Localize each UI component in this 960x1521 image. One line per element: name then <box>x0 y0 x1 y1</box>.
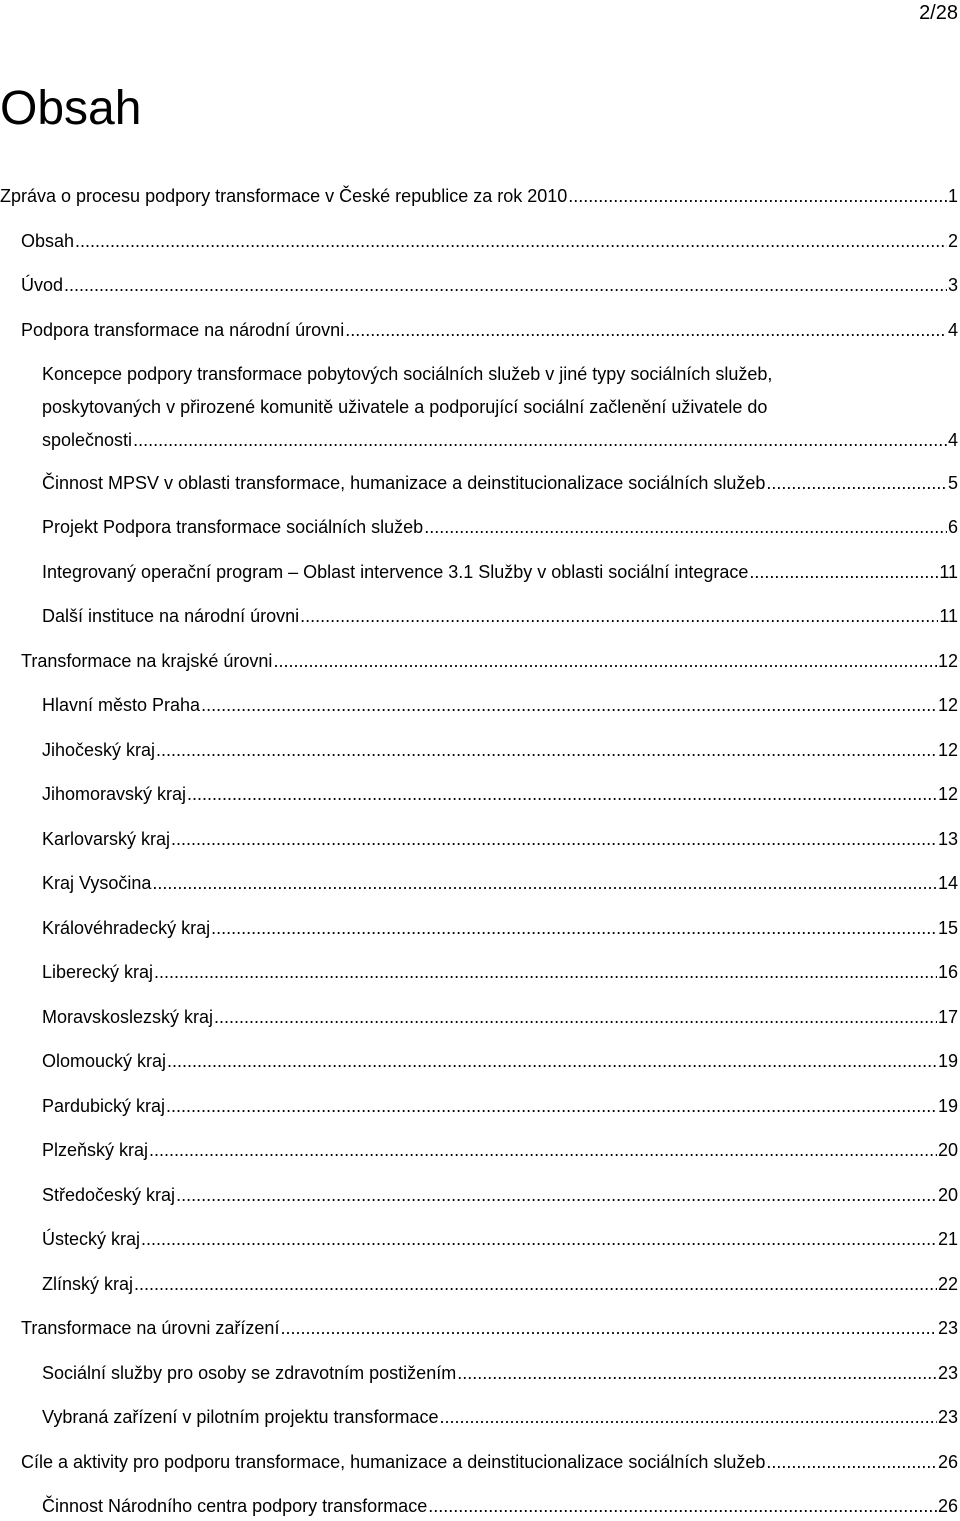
toc-leader-dots <box>211 917 937 939</box>
toc-leader-dots <box>156 739 937 761</box>
toc-entry-title: Obsah <box>21 231 75 251</box>
toc-entry-title: Další instituce na národní úrovni <box>42 606 300 626</box>
page-title: Obsah <box>0 82 142 135</box>
toc-entry-title: Jihomoravský kraj <box>42 784 187 804</box>
toc-entry-title: Projekt Podpora transformace sociálních služeb <box>42 517 424 537</box>
toc-entry-page: 23 <box>937 1363 958 1383</box>
toc-entry[interactable] <box>42 739 958 761</box>
toc-leader-dots <box>766 472 947 494</box>
toc-entry-page: 21 <box>937 1229 958 1249</box>
toc-leader-dots <box>166 1095 937 1117</box>
toc-leader-dots <box>766 1451 937 1473</box>
toc-entry[interactable] <box>42 828 958 850</box>
toc-leader-dots <box>345 319 947 341</box>
toc-entry-page: 17 <box>937 1007 958 1027</box>
toc-entry-page: 12 <box>937 651 958 671</box>
toc-entry-page: 12 <box>937 784 958 804</box>
page-number: 2/28 <box>919 2 958 24</box>
toc-entry[interactable] <box>21 1451 958 1473</box>
toc-entry-title: Transformace na úrovni zařízení <box>21 1318 280 1338</box>
toc-entry-title: Činnost MPSV v oblasti transformace, humanizace a deinstitucionalizace sociálních služeb <box>42 473 766 493</box>
toc-entry-page: 20 <box>937 1140 958 1160</box>
toc-entry[interactable] <box>21 319 958 341</box>
toc-entry-page: 19 <box>937 1051 958 1071</box>
toc-entry[interactable] <box>21 650 958 672</box>
toc-entry[interactable] <box>0 185 958 207</box>
toc-entry[interactable] <box>42 605 958 627</box>
toc-leader-dots <box>457 1362 937 1384</box>
toc-entry-title-line: Koncepce podpory transformace pobytových sociálních služeb v jiné typy sociálních služeb, <box>42 364 773 384</box>
toc-leader-dots <box>176 1184 937 1206</box>
toc-entry-page: 23 <box>937 1318 958 1338</box>
toc-leader-dots <box>141 1228 937 1250</box>
toc-entry-page: 5 <box>947 473 958 493</box>
toc-entry-page: 6 <box>947 517 958 537</box>
toc-entry-page: 11 <box>939 606 958 626</box>
toc-entry-title: Pardubický kraj <box>42 1096 166 1116</box>
toc-entry[interactable] <box>42 1495 958 1517</box>
toc-leader-dots <box>171 828 937 850</box>
toc-entry-page: 26 <box>937 1496 958 1516</box>
toc-entry-page: 4 <box>947 430 958 450</box>
toc-entry[interactable] <box>42 1362 958 1384</box>
toc-entry-page: 11 <box>939 562 958 582</box>
toc-entry-title: Zlínský kraj <box>42 1274 134 1294</box>
toc-leader-dots <box>133 429 947 451</box>
toc-entry-multiline[interactable] <box>42 363 958 451</box>
toc-entry[interactable] <box>42 694 958 716</box>
toc-entry-title: Úvod <box>21 275 64 295</box>
toc-entry[interactable] <box>42 961 958 983</box>
toc-entry-title: Jihočeský kraj <box>42 740 156 760</box>
toc-leader-dots <box>149 1139 937 1161</box>
toc-entry-title: Transformace na krajské úrovni <box>21 651 273 671</box>
toc-entry[interactable] <box>21 1317 958 1339</box>
toc-entry-title: Činnost Národního centra podpory transformace <box>42 1496 428 1516</box>
toc-entry-page: 19 <box>937 1096 958 1116</box>
toc-entry[interactable] <box>42 917 958 939</box>
toc-entry-title: Kraj Vysočina <box>42 873 152 893</box>
toc-leader-dots <box>152 872 937 894</box>
toc-leader-dots <box>167 1050 937 1072</box>
toc-entry[interactable] <box>21 274 958 296</box>
toc-entry[interactable] <box>42 1184 958 1206</box>
toc-entry[interactable] <box>42 1406 958 1428</box>
toc-entry-title: Cíle a aktivity pro podporu transformace, humanizace a deinstitucionalizace sociálních služeb <box>21 1452 766 1472</box>
toc-entry[interactable] <box>42 1228 958 1250</box>
toc-entry[interactable] <box>42 561 958 583</box>
toc-entry-title-line: poskytovaných v přirozené komunitě uživatele a podporující sociální začlenění uživatele do <box>42 397 768 417</box>
toc-entry[interactable] <box>21 230 958 252</box>
toc-entry-title: Středočeský kraj <box>42 1185 176 1205</box>
toc-entry-page: 14 <box>937 873 958 893</box>
toc-entry-title: Královéhradecký kraj <box>42 918 211 938</box>
toc-entry-page: 26 <box>937 1452 958 1472</box>
toc-entry-title: Vybraná zařízení v pilotním projektu transformace <box>42 1407 439 1427</box>
toc-leader-dots <box>214 1006 937 1028</box>
toc-entry-title: Sociální služby pro osoby se zdravotním postižením <box>42 1363 457 1383</box>
toc-entry-title: Plzeňský kraj <box>42 1140 149 1160</box>
toc-entry-page: 13 <box>937 829 958 849</box>
toc-entry-title: Hlavní město Praha <box>42 695 201 715</box>
toc-leader-dots <box>273 650 937 672</box>
toc-entry-title: Zpráva o procesu podpory transformace v České republice za rok 2010 <box>0 186 568 206</box>
toc-entry-page: 15 <box>937 918 958 938</box>
toc-entry-title: Podpora transformace na národní úrovni <box>21 320 345 340</box>
toc-leader-dots <box>75 230 947 252</box>
toc-entry-page: 22 <box>937 1274 958 1294</box>
toc-entry-page: 12 <box>937 695 958 715</box>
toc-leader-dots <box>64 274 947 296</box>
toc-entry-title-line: společnosti <box>42 430 133 450</box>
toc-entry-title: Olomoucký kraj <box>42 1051 167 1071</box>
toc-entry-title: Moravskoslezský kraj <box>42 1007 214 1027</box>
toc-entry-page: 3 <box>947 275 958 295</box>
toc-entry[interactable] <box>42 472 958 494</box>
toc-entry-page: 12 <box>937 740 958 760</box>
toc-entry-title: Karlovarský kraj <box>42 829 171 849</box>
toc-entry[interactable] <box>42 872 958 894</box>
toc-entry-page: 23 <box>937 1407 958 1427</box>
toc-leader-dots <box>201 694 937 716</box>
toc-entry-title: Integrovaný operační program – Oblast intervence 3.1 Služby v oblasti sociální integrace <box>42 562 749 582</box>
toc-entry-last-line <box>42 429 958 451</box>
toc-entry[interactable] <box>42 1273 958 1295</box>
toc-leader-dots <box>749 561 938 583</box>
toc-entry[interactable] <box>42 1006 958 1028</box>
toc-leader-dots <box>424 516 947 538</box>
toc-leader-dots <box>300 605 938 627</box>
toc-entry[interactable] <box>42 783 958 805</box>
toc-leader-dots <box>134 1273 937 1295</box>
toc-entry-page: 4 <box>947 320 958 340</box>
toc-entry[interactable] <box>42 1050 958 1072</box>
toc-leader-dots <box>440 1406 937 1428</box>
toc-entry-page: 20 <box>937 1185 958 1205</box>
toc-entry[interactable] <box>42 1139 958 1161</box>
toc-leader-dots <box>280 1317 937 1339</box>
toc-entry-title: Liberecký kraj <box>42 962 154 982</box>
toc-entry-page: 2 <box>947 231 958 251</box>
toc-entry[interactable] <box>42 1095 958 1117</box>
toc-leader-dots <box>154 961 937 983</box>
toc-entry-title: Ústecký kraj <box>42 1229 141 1249</box>
toc-leader-dots <box>568 185 947 207</box>
toc-entry-page: 1 <box>947 186 958 206</box>
toc-entry-page: 16 <box>937 962 958 982</box>
toc-leader-dots <box>428 1495 937 1517</box>
toc-leader-dots <box>187 783 937 805</box>
toc-entry[interactable] <box>42 516 958 538</box>
